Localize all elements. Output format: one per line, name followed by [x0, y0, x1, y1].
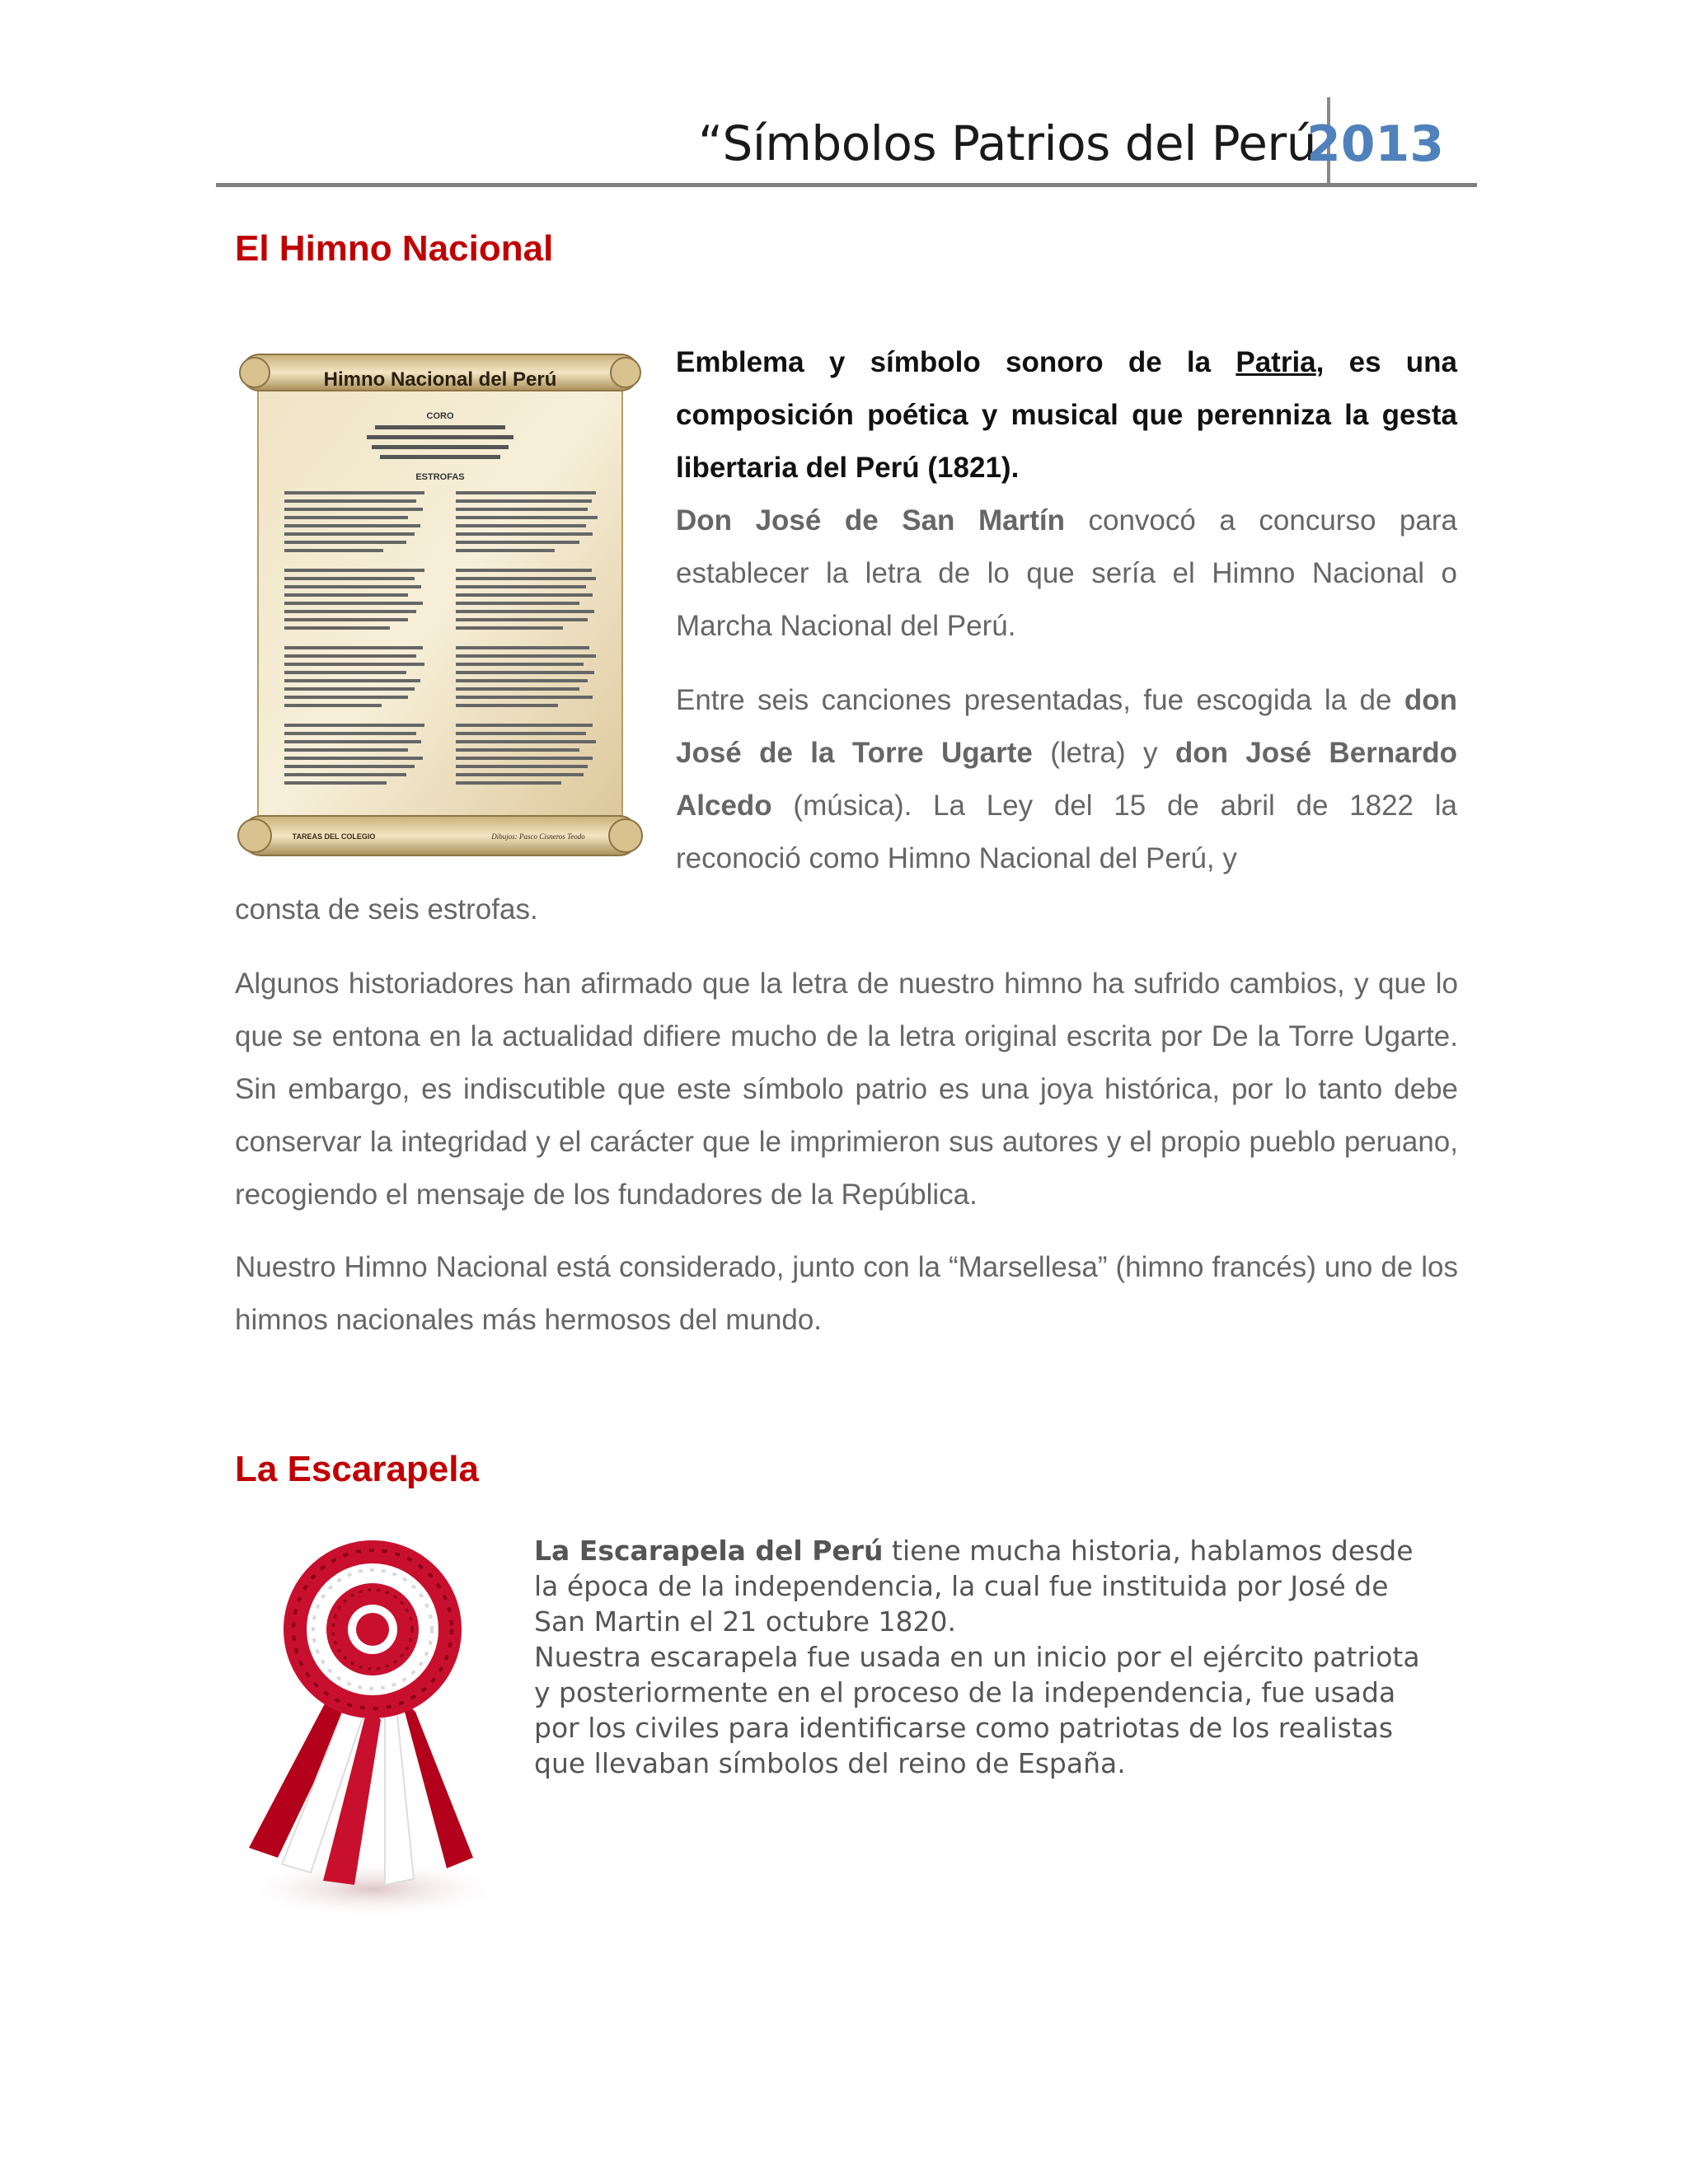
himno-p2-a: Entre seis canciones presentadas, fue escogida la de	[676, 684, 1404, 716]
escarapela-image	[232, 1535, 513, 1922]
escarapela-text2: Nuestra escarapela fue usada en un inicio por el ejército patriota y posteriormente en el proceso de la independencia, fue usada por los civiles para identificarse como patriotas de los realistas que llevaban símbolos del reino de España.	[534, 1641, 1420, 1779]
section-heading-himno: El Himno Nacional	[235, 228, 554, 269]
himno-p2	[676, 674, 1457, 885]
torre-ugarte-name: don José de la Torre Ugarte	[676, 684, 1457, 769]
himno-lead-paragraph	[676, 336, 1457, 653]
alcedo-name: don José Bernardo Alcedo	[676, 737, 1458, 822]
himno-scroll-image	[235, 346, 645, 865]
page-header	[216, 97, 1477, 188]
scroll-estrofas-label: ESTROFAS	[415, 472, 465, 482]
escarapela-paragraph	[534, 1533, 1432, 1781]
escarapela-bold: La Escarapela del Perú	[534, 1535, 884, 1567]
scroll-title: Himno Nacional del Perú	[323, 368, 557, 391]
section-heading-escarapela: La Escarapela	[235, 1449, 479, 1489]
himno-p1-rest: convocó a concurso para establecer la letra de lo que sería el Himno Nacional o Marcha Nacional del Perú.	[676, 504, 1457, 642]
header-title: “Símbolos Patrios del Perú	[697, 115, 1316, 171]
himno-p4: Nuestro Himno Nacional está considerado, junto con la “Marsellesa” (himno francés) uno de los himnos nacionales más hermosos del mundo.	[235, 1251, 1458, 1336]
scroll-footer-left: TAREAS DEL COLEGIO	[292, 832, 376, 841]
himno-lead-text: Emblema y símbolo sonoro de la	[676, 346, 1236, 378]
escarapela-text1: tiene mucha historia, hablamos desde la época de la independencia, la cual fue instituida por José de San Martin el 21 octubre 1820.	[534, 1535, 1414, 1638]
header-rule	[216, 183, 1477, 187]
himno-p2-b: (letra) y	[1032, 737, 1175, 769]
patria-link[interactable]: Patria	[1236, 346, 1316, 378]
himno-p3: Algunos historiadores han afirmado que la letra de nuestro himno ha sufrido cambios, y que lo que se entona en la actualidad difiere mucho de la letra original escrita por De la Torre Ugarte. Sin embargo, es indiscutible que este símbolo patrio es una joya histórica, por lo tanto debe conservar la integridad y el carácter que le imprimieron sus autores y el propio pueblo peruano, recogiendo el mensaje de los fundadores de la República.	[235, 968, 1458, 1211]
san-martin-name: Don José de San Martín	[676, 504, 1065, 537]
scroll-footer-right: Dibujos: Pasco Cisneros Teodo	[491, 832, 585, 841]
himno-p2-tail: consta de seis estrofas.	[235, 893, 538, 926]
himno-lead-text-2: , es una composición poética y musical que perenniza la gesta libertaria del Perú (1821).	[676, 346, 1458, 484]
himno-p2-c: (música). La Ley del 15 de abril de 1822 la reconoció como Himno Nacional del Perú, y	[676, 790, 1457, 874]
scroll-coro-label: CORO	[426, 411, 454, 421]
header-year: 2013	[1306, 115, 1444, 173]
